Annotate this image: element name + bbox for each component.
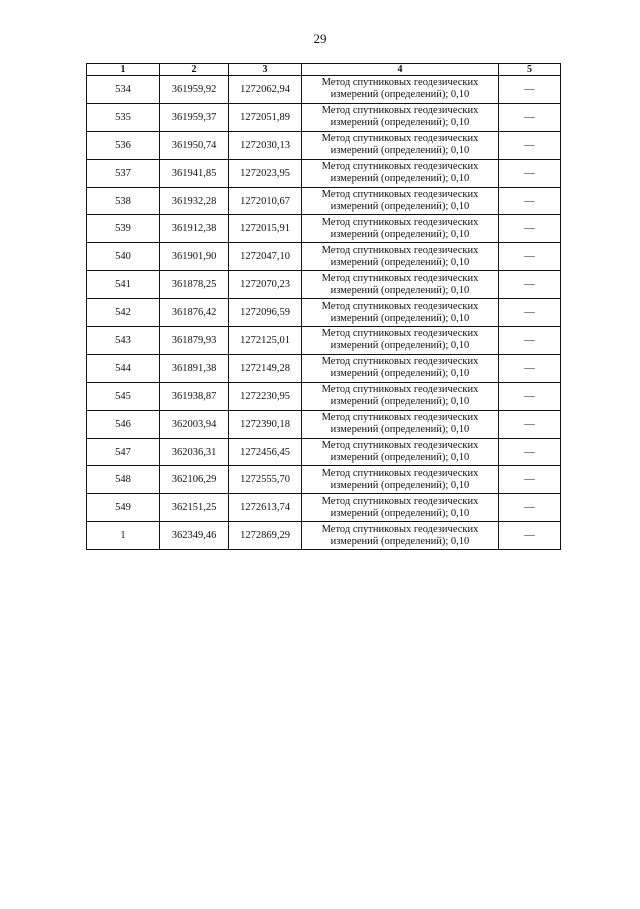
table-row: [87, 215, 561, 243]
method-line-1: Метод спутниковых геодезических: [321, 189, 479, 200]
point-number-cell: 547: [87, 438, 160, 466]
note-dash: —: [524, 111, 535, 123]
y-coordinate-cell: 1272613,74: [229, 494, 302, 522]
method-line-2: измерений (определений); 0,10: [330, 340, 470, 352]
x-coordinate-cell: 361901,90: [160, 243, 229, 271]
point-number-cell: 545: [87, 382, 160, 410]
method-line-2: измерений (определений); 0,10: [330, 228, 470, 240]
y-coordinate-cell: 1272070,23: [229, 271, 302, 299]
method-cell: [302, 215, 499, 243]
x-coordinate-cell: 361932,28: [160, 187, 229, 215]
table-row: [87, 327, 561, 355]
method-line-2: измерений (определений); 0,10: [330, 507, 470, 519]
header-col-1: 1: [87, 64, 160, 76]
table-row: [87, 187, 561, 215]
method-line-2: измерений (определений); 0,10: [330, 256, 470, 268]
note-dash: —: [524, 139, 535, 151]
coordinates-table: [86, 63, 561, 550]
note-dash: —: [524, 390, 535, 402]
x-coordinate-cell: 362106,29: [160, 466, 229, 494]
note-dash: —: [524, 251, 535, 263]
note-cell: [499, 159, 561, 187]
y-coordinate-cell: 1272125,01: [229, 327, 302, 355]
note-dash: —: [524, 279, 535, 291]
note-dash: —: [524, 334, 535, 346]
method-cell: [302, 466, 499, 494]
table-row: [87, 271, 561, 299]
point-number-cell: 542: [87, 299, 160, 327]
point-number-cell: 1: [87, 522, 160, 550]
x-coordinate-cell: 361941,85: [160, 159, 229, 187]
table-row: [87, 410, 561, 438]
x-coordinate-cell: 361938,87: [160, 382, 229, 410]
method-cell: [302, 438, 499, 466]
table-row: [87, 494, 561, 522]
note-cell: [499, 522, 561, 550]
note-cell: [499, 410, 561, 438]
point-number-cell: 543: [87, 327, 160, 355]
note-dash: —: [524, 502, 535, 514]
method-cell: [302, 159, 499, 187]
note-cell: [499, 243, 561, 271]
x-coordinate-cell: 361959,37: [160, 103, 229, 131]
x-coordinate-cell: 361879,93: [160, 327, 229, 355]
method-line-2: измерений (определений); 0,10: [330, 479, 470, 491]
y-coordinate-cell: 1272390,18: [229, 410, 302, 438]
y-coordinate-cell: 1272869,29: [229, 522, 302, 550]
table-header: [87, 64, 561, 76]
y-coordinate-cell: 1272149,28: [229, 354, 302, 382]
table-row: [87, 76, 561, 104]
header-col-4: 4: [302, 64, 499, 76]
method-cell: [302, 354, 499, 382]
point-number-cell: 546: [87, 410, 160, 438]
y-coordinate-cell: 1272555,70: [229, 466, 302, 494]
table-row: [87, 299, 561, 327]
method-line-2: измерений (определений); 0,10: [330, 173, 470, 185]
y-coordinate-cell: 1272015,91: [229, 215, 302, 243]
header-col-2: 2: [160, 64, 229, 76]
point-number-cell: 538: [87, 187, 160, 215]
x-coordinate-cell: 361959,92: [160, 76, 229, 104]
header-row: [87, 64, 561, 76]
note-cell: [499, 354, 561, 382]
table-row: [87, 131, 561, 159]
point-number-cell: 537: [87, 159, 160, 187]
method-line-1: Метод спутниковых геодезических: [321, 216, 479, 228]
method-line-2: измерений (определений); 0,10: [330, 368, 470, 380]
x-coordinate-cell: 361876,42: [160, 299, 229, 327]
table-row: [87, 438, 561, 466]
y-coordinate-cell: 1272051,89: [229, 103, 302, 131]
note-dash: —: [524, 474, 535, 486]
method-line-2: измерений (определений); 0,10: [330, 117, 470, 129]
note-dash: —: [524, 83, 535, 95]
note-cell: [499, 103, 561, 131]
y-coordinate-cell: 1272062,94: [229, 76, 302, 104]
method-line-2: измерений (определений); 0,10: [330, 201, 470, 212]
note-dash: —: [524, 167, 535, 179]
method-cell: [302, 494, 499, 522]
x-coordinate-cell: 362003,94: [160, 410, 229, 438]
method-line-1: Метод спутниковых геодезических: [321, 467, 479, 479]
x-coordinate-cell: 361878,25: [160, 271, 229, 299]
point-number-cell: 544: [87, 354, 160, 382]
note-cell: [499, 131, 561, 159]
note-cell: [499, 382, 561, 410]
y-coordinate-cell: 1272047,10: [229, 243, 302, 271]
point-number-cell: 548: [87, 466, 160, 494]
x-coordinate-cell: 362151,25: [160, 494, 229, 522]
method-line-1: Метод спутниковых геодезических: [321, 495, 479, 507]
note-dash: —: [524, 362, 535, 374]
note-dash: —: [524, 223, 535, 235]
note-dash: —: [524, 530, 535, 542]
table-body: [87, 76, 561, 550]
method-line-1: Метод спутниковых геодезических: [321, 272, 479, 284]
method-cell: [302, 382, 499, 410]
method-line-1: Метод спутниковых геодезических: [321, 77, 479, 89]
method-line-2: измерений (определений); 0,10: [330, 452, 470, 464]
note-cell: [499, 187, 561, 215]
method-cell: [302, 299, 499, 327]
note-cell: [499, 438, 561, 466]
header-col-5: 5: [499, 64, 561, 76]
method-cell: [302, 410, 499, 438]
method-line-2: измерений (определений); 0,10: [330, 145, 470, 157]
y-coordinate-cell: 1272096,59: [229, 299, 302, 327]
method-line-2: измерений (определений); 0,10: [330, 284, 470, 296]
method-cell: [302, 131, 499, 159]
point-number-cell: 535: [87, 103, 160, 131]
y-coordinate-cell: 1272230,95: [229, 382, 302, 410]
method-line-2: измерений (определений); 0,10: [330, 312, 470, 324]
x-coordinate-cell: 362349,46: [160, 522, 229, 550]
x-coordinate-cell: 361891,38: [160, 354, 229, 382]
method-cell: [302, 522, 499, 550]
note-cell: [499, 299, 561, 327]
method-line-2: измерений (определений); 0,10: [330, 396, 470, 408]
method-cell: [302, 271, 499, 299]
method-cell: [302, 103, 499, 131]
point-number-cell: 549: [87, 494, 160, 522]
y-coordinate-cell: 1272030,13: [229, 131, 302, 159]
y-coordinate-cell: 1272010,67: [229, 187, 302, 215]
method-line-2: измерений (определений); 0,10: [330, 89, 470, 101]
table-row: [87, 354, 561, 382]
method-cell: [302, 76, 499, 104]
note-cell: [499, 215, 561, 243]
point-number-cell: 540: [87, 243, 160, 271]
note-cell: [499, 327, 561, 355]
note-dash: —: [524, 446, 535, 458]
point-number-cell: 536: [87, 131, 160, 159]
method-line-1: Метод спутниковых геодезических: [321, 523, 479, 535]
method-line-1: Метод спутниковых геодезических: [321, 133, 479, 145]
method-line-2: измерений (определений); 0,10: [330, 424, 470, 436]
header-col-3: 3: [229, 64, 302, 76]
method-line-1: Метод спутниковых геодезических: [321, 161, 479, 173]
y-coordinate-cell: 1272023,95: [229, 159, 302, 187]
page-number: 29: [313, 31, 327, 46]
table-row: [87, 243, 561, 271]
x-coordinate-cell: 361912,38: [160, 215, 229, 243]
y-coordinate-cell: 1272456,45: [229, 438, 302, 466]
method-cell: [302, 327, 499, 355]
method-line-1: Метод спутниковых геодезических: [321, 412, 479, 424]
table-row: [87, 522, 561, 550]
table-row: [87, 159, 561, 187]
table-row: [87, 466, 561, 494]
table-row: [87, 382, 561, 410]
method-line-1: Метод спутниковых геодезических: [321, 244, 479, 256]
method-line-2: измерений (определений); 0,10: [330, 535, 470, 547]
point-number-cell: 534: [87, 76, 160, 104]
method-cell: [302, 187, 499, 215]
method-cell: [302, 243, 499, 271]
note-dash: —: [524, 307, 535, 319]
x-coordinate-cell: 362036,31: [160, 438, 229, 466]
method-line-1: Метод спутниковых геодезических: [321, 300, 479, 312]
note-cell: [499, 494, 561, 522]
note-dash: —: [524, 195, 535, 207]
method-line-1: Метод спутниковых геодезических: [321, 328, 479, 340]
table-row: [87, 103, 561, 131]
point-number-cell: 541: [87, 271, 160, 299]
method-line-1: Метод спутниковых геодезических: [321, 440, 479, 452]
method-line-1: Метод спутниковых геодезических: [321, 105, 479, 117]
method-line-1: Метод спутниковых геодезических: [321, 356, 479, 368]
x-coordinate-cell: 361950,74: [160, 131, 229, 159]
note-dash: —: [524, 418, 535, 430]
point-number-cell: 539: [87, 215, 160, 243]
note-cell: [499, 466, 561, 494]
note-cell: [499, 271, 561, 299]
method-line-1: Метод спутниковых геодезических: [321, 384, 479, 396]
note-cell: [499, 76, 561, 104]
